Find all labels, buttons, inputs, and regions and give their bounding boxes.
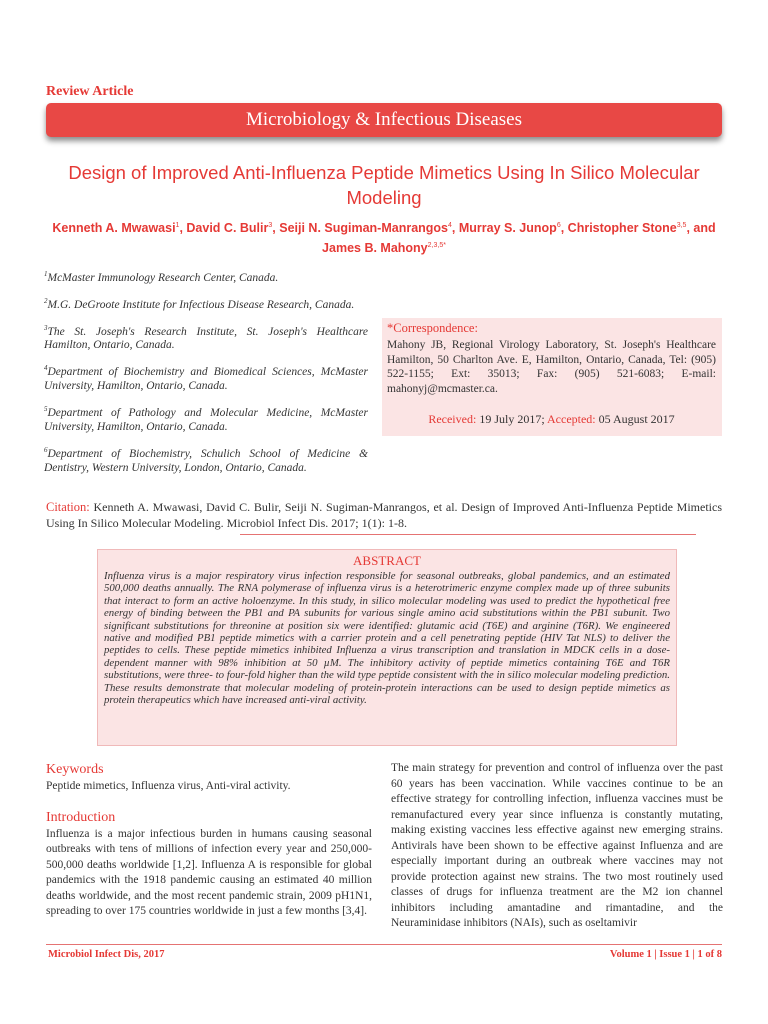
affiliation-text: Department of Biochemistry, Schulich School of Medicine & Dentistry, Western University, London, Ontario, Canada.	[44, 447, 368, 474]
author-name: David C. Bulir	[186, 221, 269, 236]
author-sep: ,	[179, 221, 187, 236]
citation	[46, 500, 722, 531]
author-name: James B. Mahony	[322, 241, 428, 256]
affiliation-text: McMaster Immunology Research Center, Canada.	[47, 271, 279, 284]
left-column	[46, 761, 372, 920]
citation-text: Kenneth A. Mwawasi, David C. Bulir, Seiji N. Sugiman-Manrangos, et al. Design of Improved Anti-Influenza Peptide Mimetics Using In Silico Molecular Modeling. Microbiol Infect Dis. 2017; 1(1): 1-8.	[46, 500, 723, 530]
affiliation-item	[44, 321, 368, 353]
author-sep: ,	[272, 221, 280, 236]
accepted-date: 05 August 2017	[598, 412, 675, 426]
affiliation-list	[44, 267, 368, 484]
abstract-box	[97, 549, 677, 746]
affiliation-num: 3	[44, 323, 48, 332]
paper-title: Design of Improved Anti-Influenza Peptide Mimetics Using In Silico Molecular Modeling	[68, 162, 700, 208]
author-name: Kenneth A. Mwawasi	[52, 221, 176, 236]
affiliation-text: Department of Pathology and Molecular Medicine, McMaster University, Hamilton, Ontario, Canada.	[44, 407, 368, 434]
author-affil-num: 3,5	[676, 222, 687, 229]
affiliation-item	[44, 267, 368, 285]
affiliation-num: 5	[44, 405, 48, 414]
author-affil-num: 6	[556, 222, 561, 229]
footer-journal-citation: Microbiol Infect Dis, 2017	[48, 949, 165, 960]
author-list	[50, 217, 718, 257]
author-sep: , and	[686, 221, 716, 236]
author-name: Christopher Stone	[567, 221, 677, 236]
affiliation-text: The St. Joseph's Research Institute, St. Joseph's Healthcare Hamilton, Ontario, Canada.	[44, 325, 368, 352]
article-type-label: Review Article	[46, 84, 134, 99]
received-accepted-dates: Received: 19 July 2017; Accepted: 05 August 2017	[428, 412, 675, 426]
affiliation-item	[44, 443, 368, 475]
journal-banner: Microbiology & Infectious Diseases	[46, 103, 722, 137]
accepted-label: Accepted:	[547, 412, 596, 426]
received-label: Received:	[428, 412, 477, 426]
correspondence-box	[382, 318, 722, 436]
introduction-text: Influenza is a major infectious burden in humans causing seasonal outbreaks with tens of millions of infection every year and 250,000-500,000 deaths worldwide [1,2]. Influenza A is responsible for global pandemics with the 1918 pandemic causing an estimated 40 million deaths worldwide, and the most recent pandemic strain, 2009 pH1N1, spreading to over 175 countries worldwide in just a few months [3,4].	[46, 827, 372, 917]
keywords-heading: Keywords	[46, 762, 104, 777]
affiliation-text: M.G. DeGroote Institute for Infectious Disease Research, Canada.	[47, 298, 355, 311]
author-sep: ,	[451, 221, 459, 236]
affiliation-num: 4	[44, 364, 48, 373]
affiliation-num: 6	[44, 446, 48, 455]
keywords-text: Peptide mimetics, Influenza virus, Anti-viral activity.	[46, 780, 291, 792]
affiliation-text: Department of Biochemistry and Biomedical Sciences, McMaster University, Hamilton, Ontario, Canada.	[44, 366, 368, 393]
author-name: Seiji N. Sugiman-Manrangos	[279, 221, 449, 236]
footer-divider	[46, 944, 722, 945]
author-name: Murray S. Junop	[458, 221, 557, 236]
citation-divider	[240, 534, 696, 535]
author-affil-num: 2,3,5*	[427, 242, 446, 250]
affiliation-num: 1	[44, 270, 48, 278]
abstract-text: Influenza virus is a major respiratory virus infection responsible for seasonal outbreaks, global pandemics, and an estimated 500,000 deaths annually. The RNA polymerase of influenza virus is a heterotrimeric enzyme complex made up of three subunits that interact to form an active holoenzyme. In this study, in silico molecular modeling was used to predict the hypothetical free energy of binding between the PB1 and PA subunits for various single amino acid substitutions within the PB1 subunit. Two significant substitutions for threonine at position six were identified: glutamic acid (T6E) and arginine (T6R). We engineered native and modified PB1 peptide mimetics with a carrier protein and a cell penetrating peptide (HIV Tat NLS) to deliver the peptides to cells. These peptide mimetics inhibited Influenza a virus transcription and translation in MDCK cells in a dose-dependent manner with 98% inhibition at 50 µM. The inhibitory activity of peptide mimetics containing T6E and T6R substitutions, were three- to four-fold higher than the wild type peptide consistent with the in silico molecular modeling prediction. These results demonstrate that molecular modeling of protein-protein interactions can be used to design peptide mimetics as protein therapeutics which have increased anti-viral activity.	[104, 570, 670, 707]
affiliation-item	[44, 361, 368, 393]
footer-page-info: Volume 1 | Issue 1 | 1 of 8	[609, 949, 722, 960]
abstract-heading: ABSTRACT	[353, 553, 421, 568]
affiliation-item	[44, 294, 368, 312]
correspondence-heading: *Correspondence:	[387, 321, 478, 335]
affiliation-num: 2	[44, 296, 48, 305]
correspondence-text: Mahony JB, Regional Virology Laboratory, St. Joseph's Healthcare Hamilton, 50 Charlton Ave. E, Hamilton, Ontario, Canada, Tel: (905) 522-1155; Ext: 35013; Fax: (905) 521-6083; E-mail: mahonyj@mcmaster.ca.	[387, 339, 716, 395]
author-affil-num: 3	[268, 222, 273, 229]
introduction-heading: Introduction	[46, 809, 116, 825]
citation-label: Citation:	[46, 500, 90, 514]
author-affil-num: 4	[448, 222, 452, 229]
received-date: 19 July 2017	[479, 412, 542, 426]
affiliation-item	[44, 402, 368, 434]
author-affil-num: 1	[175, 222, 180, 229]
right-column-text: The main strategy for prevention and control of influenza over the past 60 years has been vaccination. While vaccines continue to be an effective strategy for controlling infection, influenza vaccines must be remanufactured every year since influenza is constantly mutating, making existing vaccines less effective against new emerging strains. Antivirals have been shown to be effective against Influenza and are especially important during an outbreak where vaccines may not provide protection against new strains. The two most routinely used classes of drugs for influenza treatment are the M2 ion channel inhibitors including amantadine and rimantadine, and the Neuraminidase inhibitors (NAIs), such as oseltamivir	[391, 762, 723, 929]
right-column	[391, 761, 723, 932]
author-sep: ,	[560, 221, 568, 236]
